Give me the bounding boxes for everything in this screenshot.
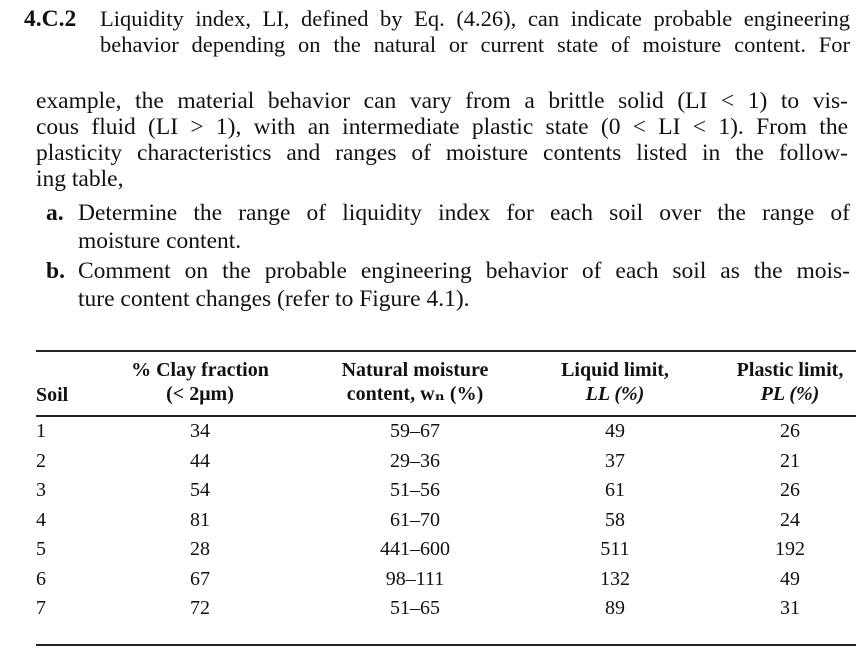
table-cell: 44 [190, 449, 210, 472]
body-line: plasticity characteristics and ranges of moisture contents listed in the follow- [36, 140, 848, 166]
header-line: % Clay fraction [131, 359, 269, 381]
body-line: cous fluid (LI > 1), with an intermediate plastic state (0 < LI < 1). From the [36, 114, 848, 140]
header-plastic-limit [710, 358, 868, 406]
header-line: content, wₙ (%) [346, 383, 484, 405]
header-line: Plastic limit, [736, 359, 844, 381]
table-cell: 26 [780, 479, 800, 501]
part-a-line: Determine the range of liquidity index for each soil over the range of [78, 200, 850, 226]
table-cell: 5 [36, 538, 46, 560]
table-row [0, 420, 868, 450]
header-clay [100, 358, 300, 406]
table-row [0, 568, 868, 598]
table-cell: 49 [605, 420, 625, 442]
table-cell: 58 [605, 508, 625, 531]
table-cell: 441–600 [380, 538, 450, 560]
table-cell: 29–36 [390, 449, 440, 472]
header-line: Liquid limit, [561, 359, 669, 381]
part-b-line: Comment on the probable engineering behavior of each soil as the mois- [78, 258, 850, 284]
table-row [0, 538, 868, 568]
table-cell: 61–70 [390, 508, 440, 531]
problem-number: 4.C.2 [24, 6, 77, 32]
table-cell: 59–67 [390, 420, 440, 442]
table-cell: 49 [780, 567, 800, 590]
table-bottom-rule [36, 644, 856, 646]
table-cell: 67 [190, 567, 210, 590]
table-row [0, 479, 868, 509]
table-top-rule [36, 350, 856, 352]
title-line: Liquidity index, LI, defined by Eq. (4.26), can indicate probable engineering [100, 6, 850, 31]
header-moisture [310, 358, 520, 406]
header-line: LL (%) [585, 383, 645, 405]
table-cell: 511 [600, 538, 630, 560]
table-cell: 3 [36, 479, 46, 501]
table-cell: 89 [605, 597, 625, 619]
part-a-line: moisture content. [78, 228, 242, 254]
table-cell: 54 [190, 479, 210, 501]
header-liquid-limit [530, 358, 700, 406]
table-cell: 21 [780, 449, 800, 472]
title-line: behavior depending on the natural or current state of moisture content. For [100, 32, 850, 57]
table-cell: 98–111 [385, 567, 445, 590]
table-cell: 7 [36, 597, 46, 619]
table-row [0, 509, 868, 539]
header-soil: Soil [36, 384, 69, 406]
header-line: PL (%) [760, 383, 820, 405]
table-row [0, 450, 868, 480]
table-cell: 132 [600, 567, 630, 590]
table-cell: 61 [605, 479, 625, 501]
table-row [0, 597, 868, 627]
table-cell: 24 [780, 508, 800, 531]
body-line: example, the material behavior can vary from a brittle solid (LI < 1) to vis- [36, 88, 848, 114]
table-cell: 26 [780, 420, 800, 442]
body-line: ing table, [36, 166, 124, 192]
header-line: (< 2μm) [166, 383, 234, 405]
table-cell: 2 [36, 449, 46, 472]
table-cell: 1 [36, 420, 46, 442]
table-cell: 51–56 [390, 479, 440, 501]
table-cell: 28 [190, 538, 210, 560]
table-cell: 37 [605, 449, 625, 472]
part-b-line: ture content changes (refer to Figure 4.1). [78, 286, 470, 312]
table-cell: 192 [775, 538, 805, 560]
part-a-label: a. [46, 200, 64, 226]
table-cell: 6 [36, 567, 46, 590]
header-line: Natural moisture [341, 359, 489, 381]
part-b-label: b. [46, 258, 65, 284]
table-header-rule [36, 415, 856, 417]
table-cell: 31 [780, 597, 800, 619]
table-cell: 34 [190, 420, 210, 442]
table-cell: 4 [36, 508, 46, 531]
table-cell: 72 [190, 597, 210, 619]
table-cell: 51–65 [390, 597, 440, 619]
table-cell: 81 [190, 508, 210, 531]
